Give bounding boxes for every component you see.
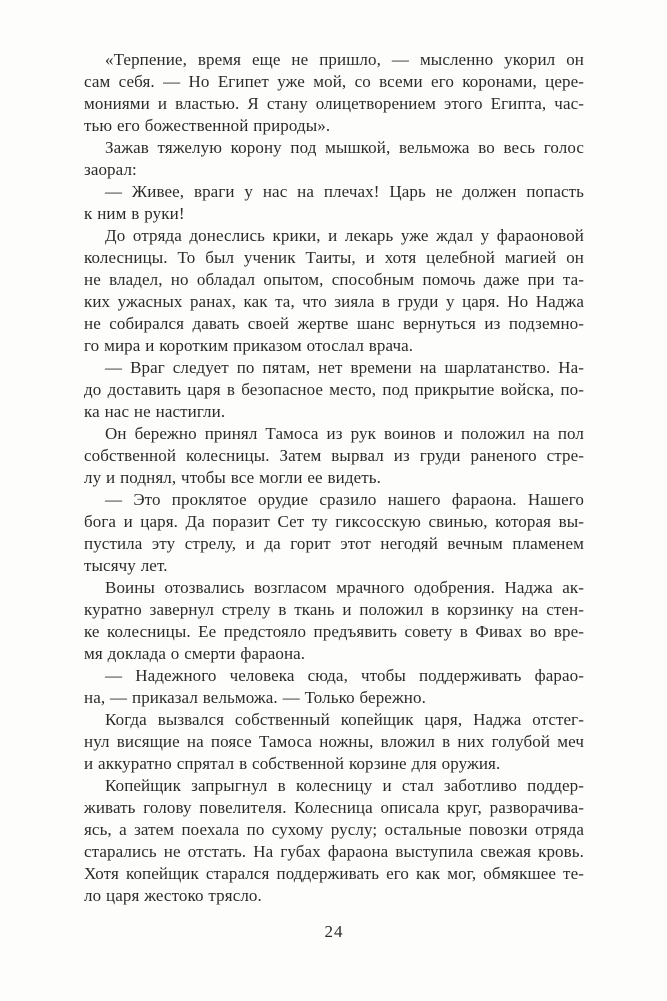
page-text-block <box>84 49 584 907</box>
paragraph <box>84 225 584 357</box>
paragraph <box>84 577 584 665</box>
text-line: «Терпение, время еще не пришло, — мысленно укорил он <box>105 50 584 69</box>
text-line: на, — приказал вельможа. — Только бережно. <box>84 688 426 707</box>
text-line: Когда вызвался собственный копейщик царя, Наджа отстег- <box>105 710 584 729</box>
text-line: Он бережно принял Тамоса из рук воинов и положил на пол <box>105 424 584 443</box>
text-line: ло царя жестоко трясло. <box>84 886 262 905</box>
text-line: мониями и властью. Я стану олицетворением этого Египта, час- <box>84 94 584 113</box>
text-line: ких ужасных ранах, как та, что зияла в груди у царя. Но Наджа <box>84 292 584 311</box>
paragraph <box>84 357 584 423</box>
text-line: Копейщик запрыгнул в колесницу и стал заботливо поддер- <box>105 776 584 795</box>
text-line: нул висящие на поясе Тамоса ножны, вложил в них голубой меч <box>84 732 584 751</box>
paragraph <box>84 665 584 709</box>
text-line: ке колесницы. Ее предстояло предъявить совету в Фивах во вре- <box>84 622 584 641</box>
text-line: — Враг следует по пятам, нет времени на шарлатанство. На- <box>105 358 584 377</box>
text-line: Воины отозвались возгласом мрачного одобрения. Наджа ак- <box>105 578 584 597</box>
text-line: бога и царя. Да поразит Сет ту гиксосскую свинью, которая вы- <box>84 512 584 531</box>
text-line: куратно завернул стрелу в ткань и положил в корзинку на стен- <box>84 600 584 619</box>
text-line: и аккуратно спрятал в собственной корзине для оружия. <box>84 754 501 773</box>
text-line: заорал: <box>84 160 137 179</box>
paragraph <box>84 489 584 577</box>
text-line: колесницы. То был ученик Таиты, и хотя целебной магией он <box>84 248 584 267</box>
text-line: тью его божественной природы». <box>84 116 331 135</box>
text-line: пустила эту стрелу, и да горит этот негодяй вечным пламенем <box>84 534 584 553</box>
paragraph <box>84 137 584 181</box>
text-line: го мира и коротким приказом отослал врача. <box>84 336 414 355</box>
text-line: ясь, а затем поехала по сухому руслу; остальные повозки отряда <box>84 820 584 839</box>
text-line: — Живее, враги у нас на плечах! Царь не должен попасть <box>105 182 584 201</box>
text-line: лу и поднял, чтобы все могли ее видеть. <box>84 468 381 487</box>
text-line: тысячу лет. <box>84 556 168 575</box>
text-line: живать голову повелителя. Колесница описала круг, разворачива- <box>84 798 584 817</box>
paragraph <box>84 775 584 907</box>
text-line: Зажав тяжелую корону под мышкой, вельможа во весь голос <box>105 138 584 157</box>
text-line: до доставить царя в безопасное место, под прикрытие войска, по- <box>84 380 584 399</box>
paragraph <box>84 423 584 489</box>
text-line: к ним в руки! <box>84 204 185 223</box>
paragraph <box>84 181 584 225</box>
text-line: мя доклада о смерти фараона. <box>84 644 306 663</box>
text-line: старались не отстать. На губах фараона выступила свежая кровь. <box>84 842 584 861</box>
text-line: — Надежного человека сюда, чтобы поддерживать фарао- <box>105 666 584 685</box>
text-line: не владел, но обладал опытом, способным помочь даже при та- <box>84 270 584 289</box>
text-line: До отряда донеслись крики, и лекарь уже ждал у фараоновой <box>105 226 584 245</box>
page-number: 24 <box>324 922 344 941</box>
paragraph <box>84 49 584 137</box>
paragraph <box>84 709 584 775</box>
text-line: — Это проклятое орудие сразило нашего фараона. Нашего <box>105 490 584 509</box>
text-line: Хотя копейщик старался поддерживать его как мог, обмякшее те- <box>84 864 584 883</box>
text-line: ка нас не настигли. <box>84 402 226 421</box>
text-line: сам себя. — Но Египет уже мой, со всеми его коронами, цере- <box>84 72 584 91</box>
text-line: собственной колесницы. Затем вырвал из груди раненого стре- <box>84 446 584 465</box>
text-line: не собирался давать своей жертве шанс вернуться из подземно- <box>84 314 584 333</box>
